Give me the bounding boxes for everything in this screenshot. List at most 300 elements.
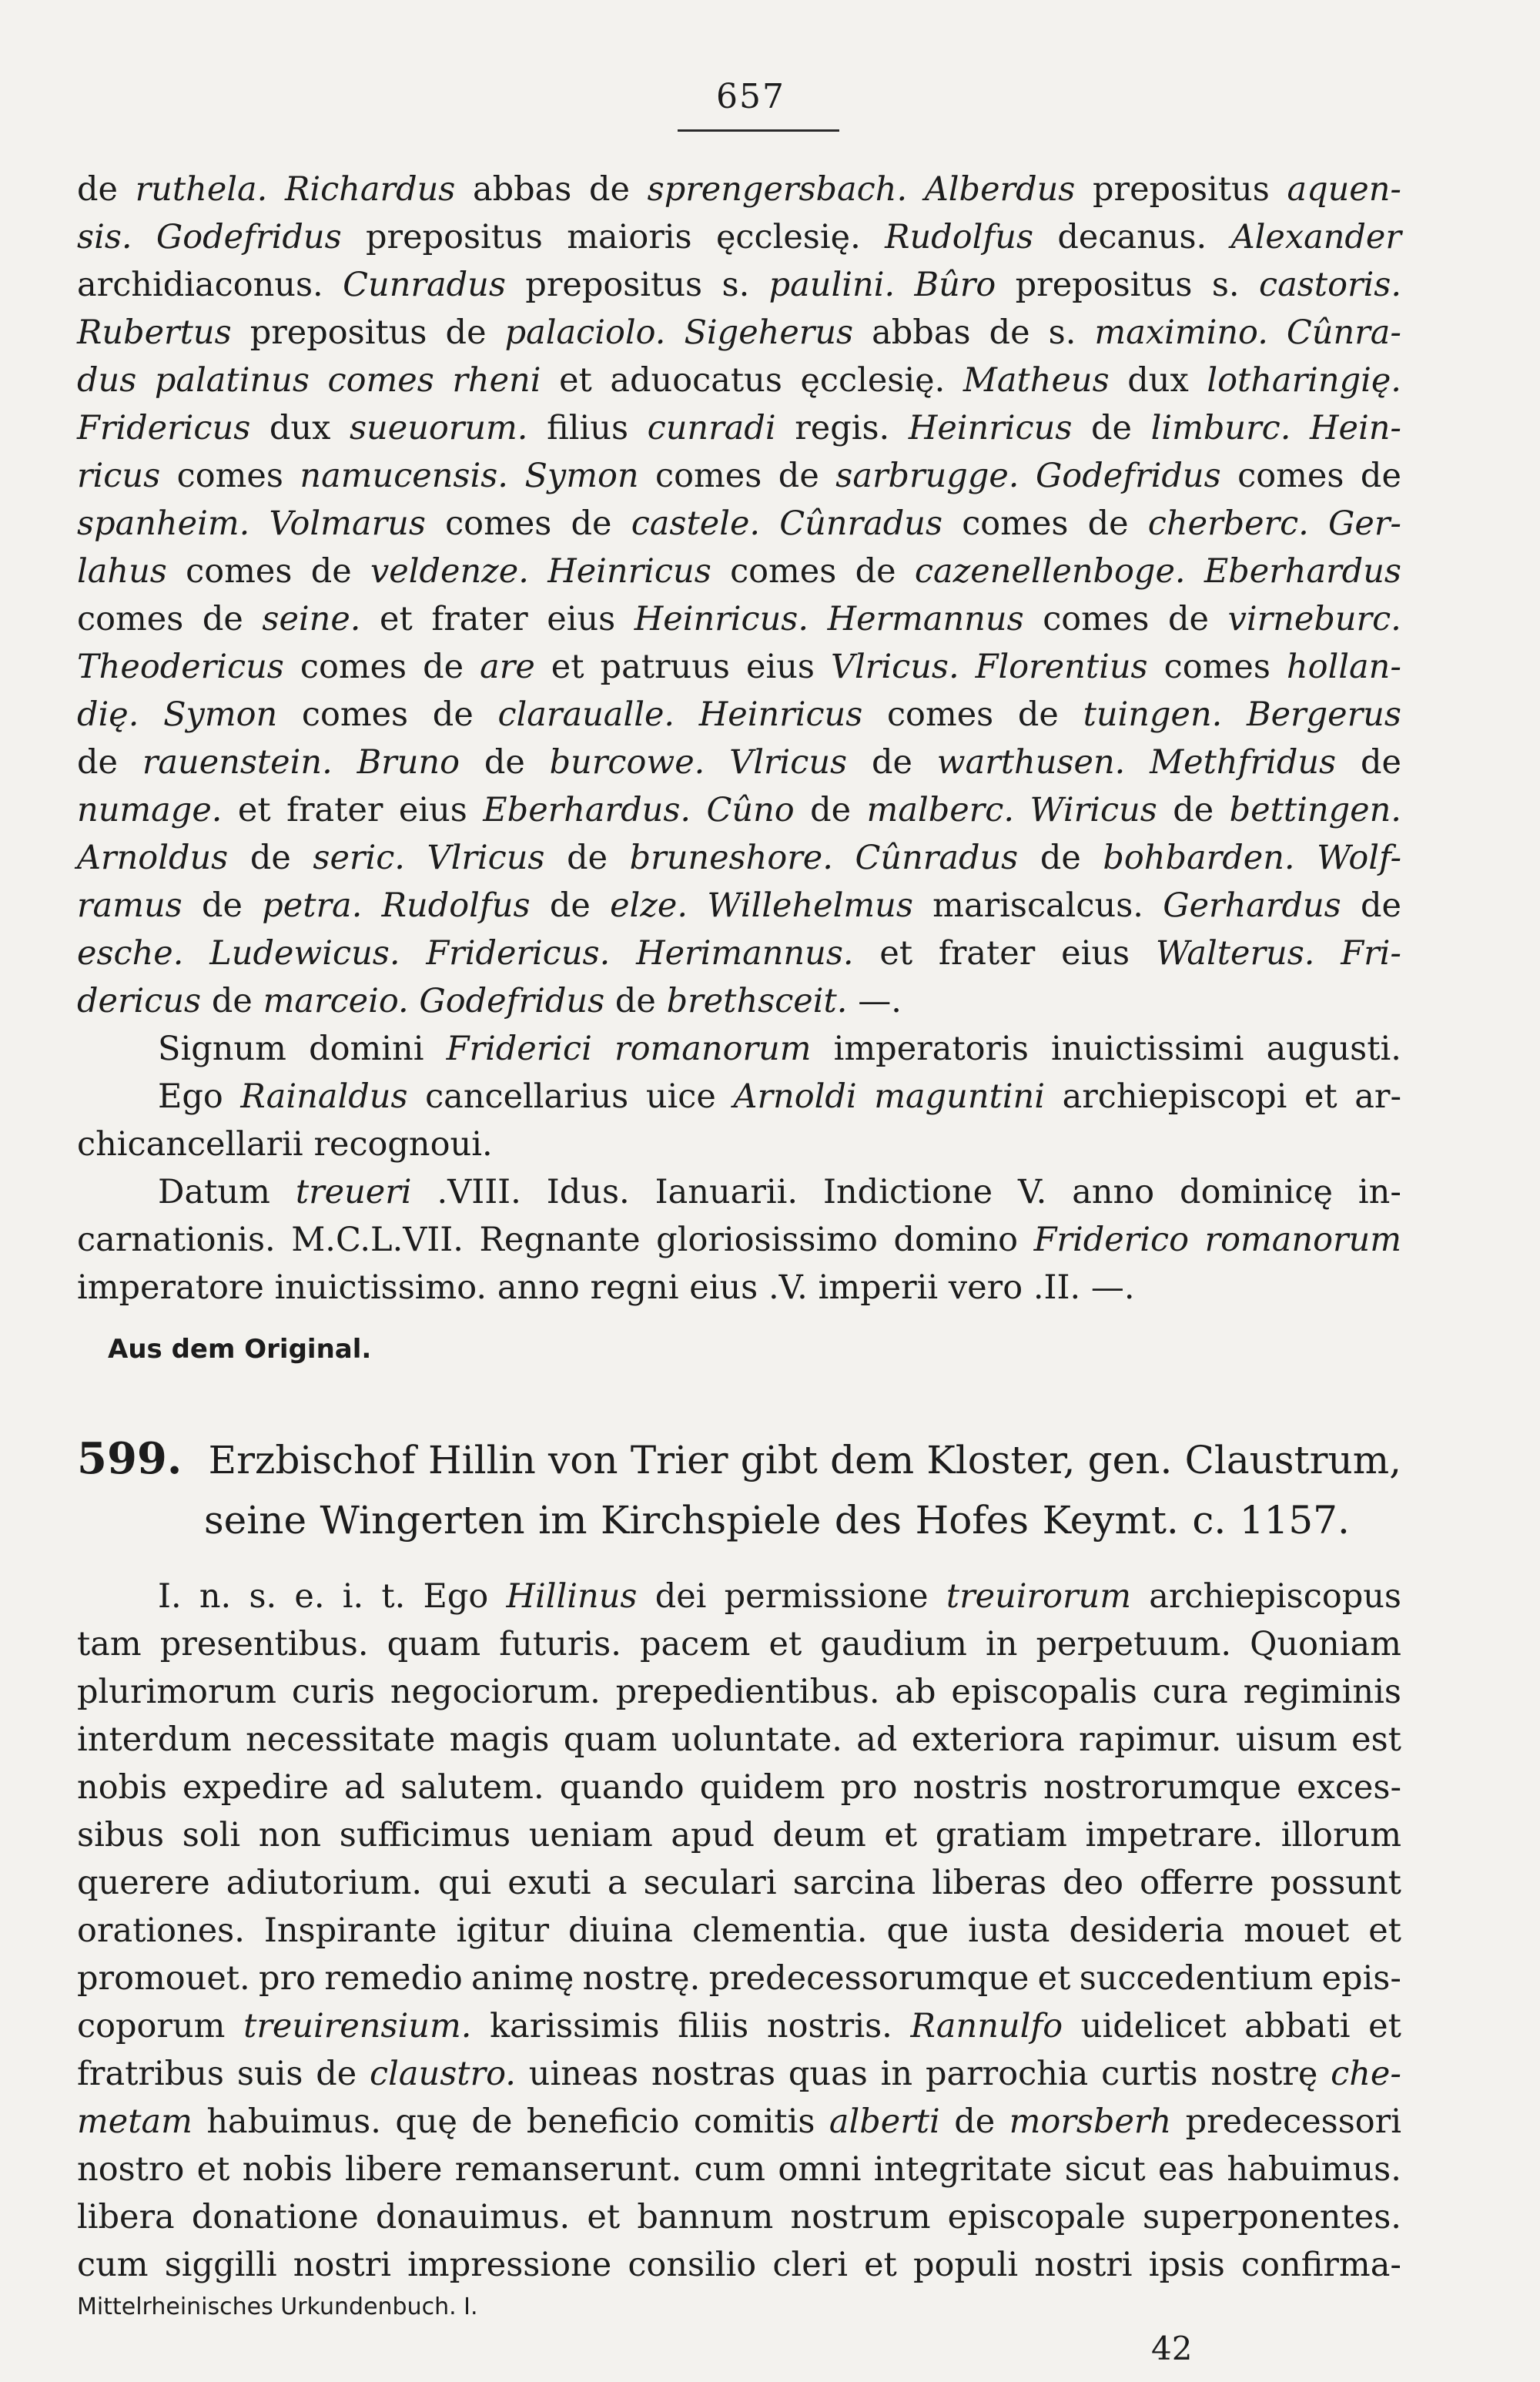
word: seric. <box>313 839 405 877</box>
word: de <box>202 886 243 925</box>
word: inuictissimi <box>1051 1030 1244 1068</box>
word: Signum <box>158 1030 286 1068</box>
word: abbas <box>472 170 572 209</box>
document-number: 599. <box>77 1433 182 1484</box>
word: eius <box>689 1268 758 1307</box>
word: non <box>258 1816 322 1854</box>
word: magis <box>449 1720 550 1759</box>
word: Cûnradus <box>779 504 943 543</box>
heading-word: Kloster, <box>926 1438 1076 1482</box>
word: Arnoldus <box>77 839 229 877</box>
word: iusta <box>968 1911 1050 1950</box>
word: comes <box>962 504 1069 543</box>
word: exces- <box>1297 1768 1401 1807</box>
word: remedio <box>324 1959 463 1998</box>
heading-word: Hofes <box>915 1498 1029 1543</box>
word: sueuorum. <box>349 409 528 447</box>
word: futuris. <box>499 1625 621 1663</box>
heading-word: des <box>834 1498 902 1543</box>
word: Heinricus <box>547 552 711 591</box>
word: castoris. <box>1259 266 1401 304</box>
word: querere <box>77 1864 210 1902</box>
word: de <box>989 313 1030 352</box>
word: —. <box>1090 1268 1135 1307</box>
word: nostris. <box>766 2007 892 2045</box>
word: vero <box>948 1268 1023 1307</box>
word: et <box>196 2150 230 2189</box>
word: Walterus. <box>1155 934 1315 973</box>
word: che- <box>1331 2055 1401 2093</box>
word: parrochia <box>925 2055 1089 2093</box>
word: treueri <box>295 1173 412 1211</box>
word: sicut <box>1064 2150 1146 2189</box>
word: uisum <box>1235 1720 1337 1759</box>
text-line <box>77 1620 1401 1668</box>
text-line <box>77 643 1401 691</box>
word: de <box>471 2102 513 2141</box>
word: .II. <box>1033 1268 1081 1307</box>
heading-word: seine <box>204 1498 307 1543</box>
word: Methfridus <box>1150 743 1337 782</box>
word: Bruno <box>357 743 460 782</box>
word: de <box>1360 743 1401 782</box>
word: de <box>77 170 118 209</box>
word: frater <box>286 791 383 829</box>
text-line <box>77 1907 1401 1955</box>
word: sufficimus <box>339 1816 511 1854</box>
word: esche. <box>77 934 184 973</box>
word: et <box>864 2246 897 2284</box>
word: Ger- <box>1328 504 1401 543</box>
word: de <box>571 504 612 543</box>
word: namucensis. <box>300 457 508 495</box>
word: domino <box>893 1221 1018 1259</box>
text-line <box>77 1073 1401 1121</box>
word: Matheus <box>962 361 1110 400</box>
word: fratribus <box>77 2055 224 2093</box>
word: superponentes. <box>1142 2198 1401 2236</box>
word: archiepiscopi <box>1062 1077 1287 1116</box>
word: promouet. <box>77 1959 250 1998</box>
word: et <box>559 361 592 400</box>
word: Symon <box>163 695 278 734</box>
source-note: Aus dem Original. <box>108 1334 372 1365</box>
word: rauenstein. <box>142 743 333 782</box>
word: donatione <box>191 2198 359 2236</box>
word: remanserunt. <box>454 2150 682 2189</box>
word: Ego <box>423 1577 489 1616</box>
word: paulini. <box>768 266 896 304</box>
word: donauimus. <box>375 2198 571 2236</box>
word: I. <box>158 1577 182 1616</box>
text-line <box>77 1668 1401 1716</box>
word: eius <box>746 648 815 686</box>
word: quas <box>788 2055 868 2093</box>
word: morsberh <box>1009 2102 1172 2141</box>
word: offerre <box>1140 1864 1254 1902</box>
word: de <box>810 791 852 829</box>
heading-word: dem <box>830 1438 915 1482</box>
text-line <box>77 1716 1401 1764</box>
word: nostri <box>293 2246 392 2284</box>
word: Fridericus <box>77 409 251 447</box>
text-line <box>77 930 1401 977</box>
word: cum <box>694 2150 766 2189</box>
word: prepositus <box>366 218 543 256</box>
word: exteriora <box>911 1720 1065 1759</box>
word: lotharingię. <box>1207 361 1401 400</box>
word: Friderico <box>1033 1221 1189 1259</box>
word: comes <box>186 552 293 591</box>
text-line <box>77 1955 1401 2002</box>
word: confirma- <box>1241 2246 1401 2284</box>
word: M.C.L.VII. <box>291 1221 464 1259</box>
word: animę <box>471 1959 574 1998</box>
word: Rainaldus <box>240 1077 408 1116</box>
word: rapimur. <box>1079 1720 1222 1759</box>
word: imperatore <box>77 1268 264 1307</box>
word: Bûro <box>914 266 996 304</box>
word: de <box>484 743 525 782</box>
word: maguntini <box>874 1077 1046 1116</box>
word: de <box>316 2055 357 2093</box>
word: populi <box>913 2246 1019 2284</box>
word: Bergerus <box>1247 695 1401 734</box>
word: comes <box>1163 648 1270 686</box>
word: bruneshore. <box>629 839 833 877</box>
word: comes <box>77 600 184 638</box>
word: regiminis <box>1243 1673 1401 1711</box>
word: cazenellenboge. <box>914 552 1186 591</box>
text-line <box>77 1216 1401 1264</box>
word: de <box>77 743 118 782</box>
word: palatinus <box>154 361 310 400</box>
heading-word: gibt <box>740 1438 818 1482</box>
text-line <box>77 452 1401 500</box>
word: i. <box>342 1577 364 1616</box>
word: comes <box>176 457 283 495</box>
word: dei <box>654 1577 707 1616</box>
word: de <box>1091 409 1132 447</box>
word: regni <box>590 1268 679 1307</box>
word: impetrare. <box>1085 1816 1264 1854</box>
word: abbati <box>1244 2007 1351 2045</box>
word: Godefridus <box>419 982 605 1020</box>
word: pro <box>259 1959 316 1998</box>
word: exuti <box>507 1864 591 1902</box>
word: nostrum <box>790 2198 931 2236</box>
word: permissione <box>724 1577 929 1616</box>
word: Eberhardus <box>1204 552 1401 591</box>
word: mouet <box>1244 1911 1350 1950</box>
word: claraualle. <box>497 695 675 734</box>
word: .V. <box>768 1268 808 1307</box>
word: mariscalcus. <box>932 886 1143 925</box>
text-line <box>77 166 1401 213</box>
word: habuimus. <box>1227 2150 1401 2189</box>
word: sarcina <box>792 1864 916 1902</box>
word: predecessori <box>1185 2102 1401 2141</box>
word: clementia. <box>691 1911 868 1950</box>
text-line <box>77 213 1401 261</box>
word: quidem <box>699 1768 825 1807</box>
word: Hein- <box>1310 409 1401 447</box>
word: presentibus. <box>159 1625 369 1663</box>
word: uidelicet <box>1080 2007 1227 2045</box>
text-line <box>77 2050 1401 2098</box>
word: aquen- <box>1287 170 1401 209</box>
word: maioris <box>567 218 692 256</box>
word: Alberdus <box>924 170 1076 209</box>
word: regis. <box>795 409 890 447</box>
text-line <box>77 1121 1401 1168</box>
word: comes <box>730 552 837 591</box>
text-line <box>77 261 1401 309</box>
heading-word: c. <box>1192 1498 1227 1543</box>
word: malberc. <box>866 791 1014 829</box>
text-line <box>77 1811 1401 1859</box>
heading-word: gen. <box>1087 1438 1173 1482</box>
word: quę <box>395 2102 457 2141</box>
word: de <box>1361 886 1401 925</box>
word: et <box>1368 1911 1401 1950</box>
page-number: 657 <box>716 77 785 116</box>
word: karissimis <box>490 2007 660 2045</box>
word: metam <box>77 2102 192 2141</box>
word: ad <box>344 1768 386 1807</box>
word: ęcclesię. <box>800 361 946 400</box>
word: desideria <box>1069 1911 1225 1950</box>
word: Wiricus <box>1029 791 1157 829</box>
word: et <box>1304 1077 1337 1116</box>
word: lahus <box>77 552 167 591</box>
word: cleri <box>772 2246 848 2284</box>
word: .VIII. <box>437 1173 521 1211</box>
heading-word: Wingerten <box>320 1498 525 1543</box>
word: ruthela. <box>135 170 268 209</box>
word: et <box>1037 1959 1071 1998</box>
text-line <box>77 691 1401 739</box>
text-line <box>77 739 1401 786</box>
word: impressione <box>407 2246 612 2284</box>
word: aduocatus <box>610 361 782 400</box>
word: veldenze. <box>370 552 529 591</box>
word: ueniam <box>528 1816 653 1854</box>
word: eius <box>547 600 616 638</box>
word: imperatoris <box>833 1030 1029 1068</box>
word: integritate <box>873 2150 1053 2189</box>
word: de <box>855 552 896 591</box>
word: ar- <box>1354 1077 1401 1116</box>
word: pacem <box>639 1625 751 1663</box>
word: elze. <box>610 886 688 925</box>
word: cunradi <box>647 409 776 447</box>
word: Wolf- <box>1317 839 1401 877</box>
word: Symon <box>524 457 639 495</box>
word: expedire <box>182 1768 329 1807</box>
word: virneburc. <box>1227 600 1401 638</box>
word: ricus <box>77 457 161 495</box>
heading-word: 1157. <box>1239 1498 1350 1543</box>
word: beneficio <box>526 2102 680 2141</box>
word: nostrę <box>1210 2055 1318 2093</box>
word: de <box>549 886 591 925</box>
word: recognoui. <box>313 1125 493 1164</box>
word: de <box>871 743 912 782</box>
word: prepedientibus. <box>615 1673 880 1711</box>
word: s. <box>1048 313 1076 352</box>
word: Ianuarii. <box>654 1173 798 1211</box>
word: frater <box>431 600 528 638</box>
word: maximino. <box>1094 313 1268 352</box>
word: dominicę <box>1180 1173 1333 1211</box>
word: eius <box>398 791 467 829</box>
word: nostrę. <box>582 1959 701 1998</box>
text-line <box>77 309 1401 357</box>
word: dux <box>269 409 331 447</box>
word: perpetuum. <box>1036 1625 1232 1663</box>
word: curtis <box>1101 2055 1198 2093</box>
word: Heinricus. <box>634 600 809 638</box>
word: in <box>985 1625 1018 1663</box>
word: de <box>249 839 291 877</box>
word: de <box>1087 504 1129 543</box>
word: treuirorum <box>946 1577 1132 1616</box>
word: filius <box>547 409 629 447</box>
word: prepositus <box>249 313 427 352</box>
word: imperii <box>818 1268 939 1307</box>
word: igitur <box>456 1911 549 1950</box>
word: deo <box>1063 1864 1124 1902</box>
word: Vlricus <box>427 839 545 877</box>
word: treuirensium. <box>243 2007 472 2045</box>
word: s. <box>1211 266 1240 304</box>
word: Fri- <box>1341 934 1401 973</box>
word: sis. <box>77 218 132 256</box>
word: necessitate <box>246 1720 436 1759</box>
document-heading <box>77 1429 1401 1550</box>
word: comitis <box>693 2102 815 2141</box>
word: castele. <box>631 504 761 543</box>
word: nostri <box>1034 2246 1133 2284</box>
word: de <box>567 839 608 877</box>
word: comes <box>327 361 434 400</box>
word: romanorum <box>614 1030 812 1068</box>
heading-line-1 <box>77 1429 1401 1490</box>
word: anno <box>497 1268 580 1307</box>
word: episcopalis <box>951 1673 1137 1711</box>
word: frater <box>938 934 1036 973</box>
word: gaudium <box>820 1625 967 1663</box>
word: marceio. <box>263 982 409 1020</box>
word: comes <box>1237 457 1344 495</box>
footer-signature-number: 42 <box>1151 2330 1193 2367</box>
word: nobis <box>242 2150 333 2189</box>
word: comes <box>300 648 407 686</box>
text-line <box>77 1764 1401 1811</box>
word: que <box>886 1911 949 1950</box>
word: anno <box>1072 1173 1155 1211</box>
word: a <box>607 1864 628 1902</box>
word: —. <box>858 982 902 1020</box>
heading-line-2 <box>77 1490 1401 1550</box>
word: et <box>768 1625 802 1663</box>
word: seine. <box>262 600 361 638</box>
word: dię. <box>77 695 139 734</box>
word: ab <box>895 1673 936 1711</box>
word: uineas <box>528 2055 639 2093</box>
word: soli <box>182 1816 241 1854</box>
word: carnationis. <box>77 1221 276 1259</box>
word: Indictione <box>822 1173 993 1211</box>
word: archiepiscopus <box>1149 1577 1401 1616</box>
word: filiis <box>678 2007 749 2045</box>
word: et <box>1368 2007 1401 2045</box>
word: nobis <box>77 1768 167 1807</box>
heading-word: Kirchspiele <box>601 1498 822 1543</box>
word: siggilli <box>164 2246 277 2284</box>
word: Heinricus <box>908 409 1073 447</box>
word: succedentium <box>1079 1959 1314 1998</box>
word: et <box>879 934 913 973</box>
word: et <box>587 2198 621 2236</box>
word: de <box>1173 791 1214 829</box>
word: de <box>432 695 474 734</box>
word: palaciolo. <box>504 313 666 352</box>
word: Godefridus <box>156 218 342 256</box>
word: dus <box>77 361 137 400</box>
word: Rudolfus <box>381 886 531 925</box>
word: nostras <box>651 2055 776 2093</box>
word: de <box>1360 457 1401 495</box>
heading-word: Claustrum, <box>1184 1438 1401 1482</box>
word: Alexander <box>1230 218 1401 256</box>
word: quando <box>559 1768 685 1807</box>
word: sprengersbach. <box>647 170 908 209</box>
heading-word: Keymt. <box>1042 1498 1179 1543</box>
word: negociorum. <box>390 1673 601 1711</box>
word: apud <box>671 1816 755 1854</box>
word: alberti <box>829 2102 940 2141</box>
word: ipsis <box>1148 2246 1225 2284</box>
text-line <box>77 1168 1401 1216</box>
word: romanorum <box>1204 1221 1401 1259</box>
word: in- <box>1358 1173 1401 1211</box>
heading-word: im <box>538 1498 588 1543</box>
word: bettingen. <box>1229 791 1401 829</box>
word: Vlricus <box>729 743 848 782</box>
text-line <box>77 2002 1401 2050</box>
word: Richardus <box>284 170 456 209</box>
word: prepositus <box>525 266 703 304</box>
word: et <box>380 600 413 638</box>
word: V. <box>1018 1173 1047 1211</box>
word: hollan- <box>1286 648 1401 686</box>
word: bannum <box>637 2198 774 2236</box>
text-line <box>77 357 1401 404</box>
word: cherberc. <box>1147 504 1309 543</box>
word: liberas <box>932 1864 1047 1902</box>
word: Cûnradus <box>855 839 1019 877</box>
word: Vlricus. <box>831 648 959 686</box>
word: illorum <box>1281 1816 1401 1854</box>
word: nostris <box>912 1768 1028 1807</box>
word: Volmarus <box>269 504 426 543</box>
word: quam <box>387 1625 481 1663</box>
word: deum <box>772 1816 866 1854</box>
word: eas <box>1157 2150 1215 2189</box>
word: decanus. <box>1057 218 1207 256</box>
